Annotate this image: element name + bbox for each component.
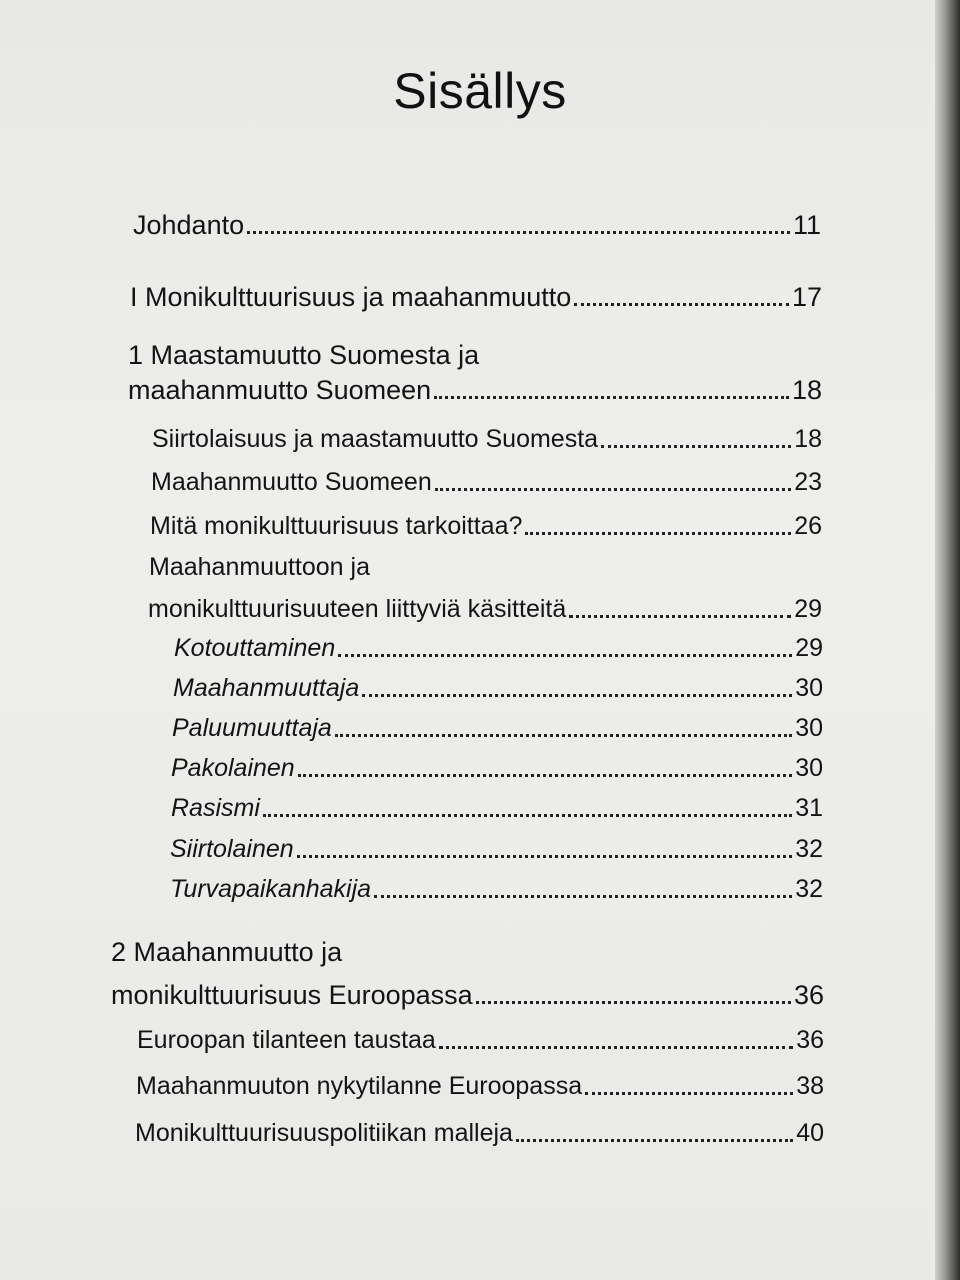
toc-entry-johdanto[interactable] (133, 210, 821, 240)
toc-entry-turvapaikanhakija[interactable] (170, 874, 823, 904)
dot-leader (298, 773, 792, 777)
toc-entry-page: 30 (795, 754, 823, 782)
toc-entry-kasitteita-line1: Maahanmuuttoon ja (149, 553, 370, 581)
dot-leader (338, 653, 792, 657)
dot-leader (525, 531, 791, 535)
toc-entry-page: 29 (795, 634, 823, 662)
toc-entry-part-1[interactable] (130, 282, 822, 312)
toc-entry-label: Turvapaikanhakija (170, 875, 372, 903)
toc-entry-paluumuuttaja[interactable] (172, 713, 823, 743)
toc-entry-maahanmuuttaja[interactable] (173, 673, 823, 703)
toc-entry-label: Siirtolainen (170, 835, 294, 863)
toc-entry-label: Maahanmuuttaja (173, 674, 360, 702)
toc-entry-page: 17 (791, 282, 822, 312)
dot-leader (601, 444, 791, 448)
dot-leader (585, 1091, 793, 1095)
toc-entry-page: 18 (791, 375, 822, 405)
dot-leader (247, 230, 790, 234)
toc-entry-siirtolainen[interactable] (170, 834, 823, 864)
toc-entry-euroopan-tilanteen[interactable] (137, 1025, 824, 1055)
dot-leader (335, 733, 792, 737)
toc-entry-kotouttaminen[interactable] (174, 633, 823, 663)
dot-leader (569, 614, 791, 618)
toc-entry-page: 18 (794, 425, 822, 453)
toc-entry-page: 36 (793, 980, 824, 1010)
toc-entry-chapter-2-line1: 2 Maahanmuutto ja (111, 937, 343, 967)
toc-entry-page: 32 (795, 875, 823, 903)
toc-entry-maahanmuutto-suomeen[interactable] (151, 467, 822, 497)
toc-entry-label: maahanmuutto Suomeen (128, 375, 432, 405)
toc-entry-page: 30 (795, 714, 823, 742)
toc-entry-label: Mitä monikulttuurisuus tarkoittaa? (150, 512, 523, 540)
toc-entry-label: Euroopan tilanteen taustaa (137, 1026, 436, 1054)
toc-entry-chapter-2[interactable] (111, 980, 824, 1010)
toc-entry-page: 29 (794, 595, 822, 623)
dot-leader (516, 1138, 793, 1142)
toc-entry-label: Pakolainen (171, 754, 295, 782)
toc-entry-rasismi[interactable] (171, 793, 823, 823)
toc-entry-page: 26 (794, 512, 822, 540)
toc-entry-politiikan-malleja[interactable] (135, 1118, 824, 1148)
dot-leader (476, 1000, 791, 1004)
toc-entry-chapter-1-line1: 1 Maastamuutto Suomesta ja (128, 340, 480, 370)
dot-leader (434, 395, 789, 399)
toc-entry-label: Maahanmuuton nykytilanne Euroopassa (136, 1072, 583, 1100)
book-edge-shadow (935, 0, 960, 1280)
toc-entry-label: Kotouttaminen (174, 634, 336, 662)
toc-entry-chapter-1[interactable] (128, 375, 822, 405)
toc-entry-siirtolaisuus[interactable] (152, 424, 822, 454)
toc-entry-label: Maahanmuutto Suomeen (151, 468, 432, 496)
toc-entry-label: monikulttuurisuus Euroopassa (111, 980, 473, 1010)
toc-entry-pakolainen[interactable] (171, 753, 823, 783)
toc-entry-label: Monikulttuurisuuspolitiikan malleja (135, 1119, 513, 1147)
dot-leader (362, 693, 792, 697)
toc-entry-label: Rasismi (171, 794, 260, 822)
dot-leader (435, 487, 791, 491)
toc-entry-nykytilanne[interactable] (136, 1071, 824, 1101)
toc-entry-page: 40 (796, 1119, 824, 1147)
toc-entry-mita-monikulttuurisuus[interactable] (150, 511, 822, 541)
toc-entry-page: 23 (794, 468, 822, 496)
toc-entry-page: 36 (796, 1026, 824, 1054)
dot-leader (263, 813, 792, 817)
toc-entry-label: monikulttuurisuuteen liittyviä käsitteitä (148, 595, 567, 623)
toc-entry-label: Siirtolaisuus ja maastamuutto Suomesta (152, 425, 599, 453)
toc-entry-page: 32 (795, 835, 823, 863)
toc-entry-page: 31 (795, 794, 823, 822)
dot-leader (439, 1045, 793, 1049)
toc-entry-label: Johdanto (133, 210, 245, 240)
toc-entry-page: 11 (792, 210, 821, 240)
toc-entry-page: 38 (796, 1072, 824, 1100)
page-title: Sisällys (393, 63, 567, 119)
toc-entry-page: 30 (795, 674, 823, 702)
dot-leader (297, 854, 793, 858)
toc-entry-label: Paluumuuttaja (172, 714, 332, 742)
dot-leader (374, 894, 792, 898)
dot-leader (574, 302, 789, 306)
toc-entry-kasitteita[interactable] (148, 594, 822, 624)
toc-entry-label: I Monikulttuurisuus ja maahanmuutto (130, 282, 572, 312)
